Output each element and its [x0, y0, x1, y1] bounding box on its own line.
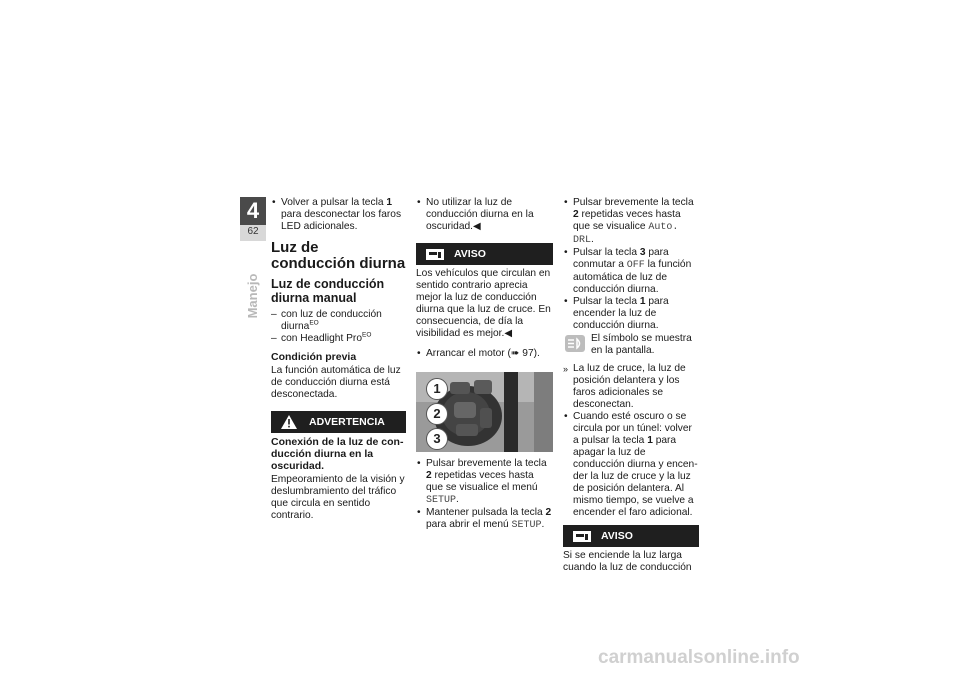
chapter-tab: [240, 197, 266, 241]
equipment-item-2: – con Headlight Pro$^{EO}$: [271, 333, 406, 345]
notice-label: AVISO: [454, 248, 486, 260]
bullet-press-2: • Pulsar brevemente la tecla 2 repetidas veces hasta que se visualice el menú SETUP.: [416, 458, 553, 507]
column-3: [563, 197, 699, 574]
warning-text: Empeoramiento de la visión y deslumbramiento del tráfico que circula en sentido contrario.: [271, 474, 405, 521]
notice-text: Los vehículos que circulan en sentido contrario aprecia mejor la luz de conducción diurna que la luz de cruce. En consecuencia, de día la visibilidad es mejor.◀: [416, 268, 551, 339]
callout-3: 3: [426, 428, 448, 450]
warning-triangle-icon: [281, 415, 297, 429]
notice-label-2: AVISO: [601, 530, 633, 542]
notice-hand-icon: [426, 247, 444, 261]
callout-2: 2: [426, 403, 448, 425]
section-title: Luz de conducción diurna: [271, 239, 406, 272]
notice-text-2: Si se enciende la luz larga cuando la luz de conducción: [563, 550, 692, 573]
column-1: [271, 197, 406, 522]
intro-bullet: • Volver a pulsar la tecla 1 para desconectar los faros LED adicionales.: [271, 197, 406, 233]
callout-1: 1: [426, 378, 448, 400]
condition-text: La función automática de luz de conducción diurna está desconectada.: [271, 365, 401, 400]
equipment-item-1: – con luz de conducción diurna$^{EO}$: [271, 309, 406, 333]
notice-header-2: [563, 525, 699, 547]
daytime-running-light-icon: [565, 335, 585, 352]
handlebar-switch-photo: [416, 372, 553, 452]
bullet-engine: • Arrancar el motor (➠ 97).: [416, 348, 553, 360]
bullet-hold-2: • Mantener pulsada la tecla 2 para abrir el menú SETUP.: [416, 507, 553, 532]
chapter-title: Manejo: [245, 273, 260, 319]
bullet-select-auto-drl: • Pulsar brevemente la tecla 2 repetidas veces hasta que se visualice Auto. DRL.: [563, 197, 699, 247]
page-number: 62: [247, 226, 259, 237]
bullet-tunnel: • Cuando esté oscuro o se circula por un túnel: volver a pulsar la tecla 1 para apagar la luz de conducción diurna y encender la luz de cruce y la luz de posición delantera. Al mismo tiempo, se vuelve a encender el faro adicional.: [563, 411, 699, 519]
bullet-switch-off: • Pulsar la tecla 3 para conmutar a OFF la función automática de luz de conducción diurna.: [563, 247, 699, 296]
column-2: [416, 197, 553, 532]
bullet-dark: • No utilizar la luz de conducción diurna en la oscuridad.◀: [416, 197, 553, 233]
chapter-side-title: [233, 270, 273, 322]
bullet-switch-on: • Pulsar la tecla 1 para encender la luz de conducción diurna.: [563, 296, 699, 332]
symbol-note: El símbolo se muestra en la pantalla.: [563, 333, 699, 357]
subsection-title: Luz de conducción diurna manual: [271, 277, 385, 305]
notice-hand-icon: [573, 529, 591, 543]
warning-label: ADVERTENCIA: [309, 416, 385, 428]
watermark: carmanualsonline.info: [598, 647, 800, 668]
result-text: » La luz de cruce, la luz de posición delantera y los faros adicionales se desconectan.: [563, 363, 699, 411]
warning-title: Conexión de la luz de conducción diurna en la oscuridad.: [271, 436, 404, 472]
notice-header: [416, 243, 553, 265]
condition-title: Condición previa: [271, 351, 357, 363]
warning-header: [271, 411, 406, 433]
chapter-number: 4: [240, 197, 266, 225]
